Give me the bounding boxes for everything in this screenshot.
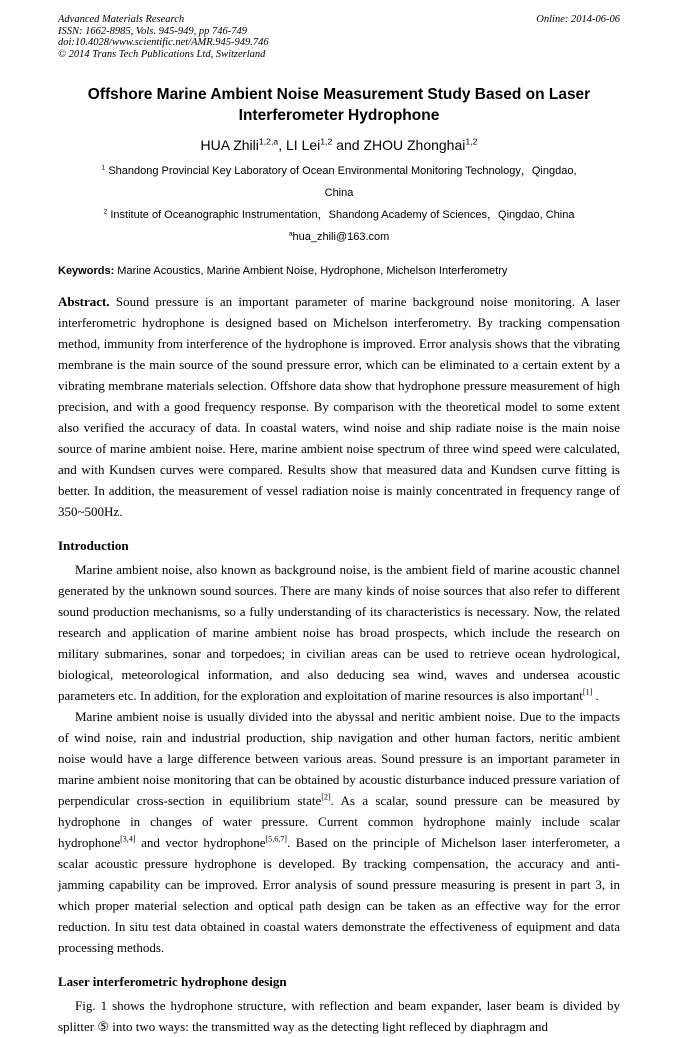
affiliation-1-superscript: 1 (101, 164, 106, 172)
affiliation-1: $^1$ Shandong Provincial Key Laboratory of Ocean Environmental Monitoring Technology，Qingdao, (101, 164, 577, 177)
journal-name: Advanced Materials Research (58, 14, 185, 25)
affiliation-1-continued: China (324, 187, 354, 199)
email-superscript: a (288, 230, 293, 238)
author-1-superscript: 1,2,a (258, 136, 279, 147)
doi-line: doi:10.4028/www.scientific.net/AMR.945-949.746 (58, 37, 269, 48)
introduction-section (58, 559, 620, 958)
design-paragraph-1: Fig. 1 shows the hydrophone structure, with reflection and beam expander, laser beam is divided by splitter ⑤ into two ways: the transmitted way as the detecting light refleced by diaphragm and (58, 998, 620, 1034)
author-3-superscript: 1,2 (465, 136, 478, 147)
paper-title-line1: Offshore Marine Ambient Noise Measurement Study Based on Laser (87, 86, 591, 103)
paper-title-line2: Interferometer Hydrophone (238, 107, 440, 124)
author-3: ZHOU Zhonghai (363, 137, 466, 153)
affiliations-block (58, 160, 620, 248)
abstract-paragraph (58, 291, 620, 522)
author-separator-1: , (278, 137, 286, 153)
keywords-text: Marine Acoustics, Marine Ambient Noise, Hydrophone, Michelson Interferometry (114, 265, 508, 277)
abstract-label: Abstract. (58, 294, 110, 309)
keywords-label: Keywords: (58, 265, 115, 277)
author-2: LI Lei (285, 137, 321, 153)
design-section (58, 995, 620, 1037)
section-heading-design: Laser interferometric hydrophone design (58, 974, 287, 989)
publication-info (58, 14, 269, 60)
issn-line: ISSN: 1662-8985, Vols. 945-949, pp 746-749 (58, 25, 247, 37)
online-date: Online: 2014-06-06 (536, 14, 620, 25)
author-1: HUA Zhili (200, 137, 259, 153)
author-2-superscript: 1,2 (320, 136, 333, 147)
introduction-paragraph-2: Marine ambient noise is usually divided into the abyssal and neritic ambient noise. Due to the impacts of wind noise, rain and industrial production, ship navigation and other human factors, neritic ambient noise would have a large difference between various areas. Sound pressure is an important parameter in marine ambient noise monitoring that can be obtained by acoustic disturbance induced pressure variation of perpendicular cross-section in equilibrium state[2]. As a scalar, sound pressure can be measured by hydrophone in changes of water pressure. Current common hydrophone mainly include scalar hydrophone[3,4] and vector hydrophone[5,6,7]. Based on the principle of Michelson laser interferometer, a scalar acoustic pressure hydrophone is developed. By tracking compensation, the accuracy and anti-jamming capability can be improved. Error analysis of sound pressure measuring is present in part 3, in which proper material selection and optical path design can be taken as an effective way for the error reduction. In situ test data obtained in coastal waters demonstrate the effectiveness of equipment and data processing methods. (58, 709, 620, 955)
section-heading-introduction: Introduction (58, 538, 129, 553)
abstract-text: Sound pressure is an important parameter of marine background noise monitoring. A laser interferometric hydrophone is designed based on Michelson interferometry. By tracking compensation method, immunity from interference of the hydrophone is improved. Error analysis shows that the vibrating membrane is the main source of the sound pressure error, which can be eliminated to a certain extent by a vibrating membrane materials selection. Offshore data show that hydrophone pressure measurement of high precision, and with a good frequency response. By comparison with the theoretical model to some extent also verified the accuracy of data. In coastal waters, wind noise and ship radiate noise is the main noise source of marine ambient noise. Here, marine ambient noise spectrum of three wind speed were calculated, and with Kundsen curves were compared. Results show that measured data and Kundsen curve fitting is better. In addition, the measurement of vessel radiation noise is mainly concentrated in frequency range of 350~500Hz. (58, 294, 620, 519)
author-separator-2: and (332, 137, 364, 153)
authors-line (58, 135, 620, 155)
running-head (58, 14, 620, 60)
copyright-line: © 2014 Trans Tech Publications Ltd, Switzerland (58, 48, 266, 60)
affiliation-2: $^2$ Institute of Oceanographic Instrumentation，Shandong Academy of Sciences，Qingdao, China (103, 208, 575, 221)
introduction-paragraph-1: Marine ambient noise, also known as background noise, is the ambient field of marine acoustic channel generated by the unknown sound sources. There are many kinds of noise sources that also refer to different sound production mechanisms, so a fully understanding of its characteristics is necessary. Now, the related research and application of marine ambient noise has broad prospects, which include the research on military submarines, sonar and torpedoes; in civilian areas can be used to retrieve ocean hydrological, biological, meteorological information, and also deducing sea wind, waves and undersea acoustic parameters etc. In addition, for the exploration and exploitation of marine resources is also important[1] . (58, 562, 620, 703)
paper-title (58, 84, 620, 126)
keywords-line (58, 262, 620, 280)
affiliation-2-superscript: 2 (103, 208, 108, 216)
author-email: $^a$hua_zhili@163.com (288, 230, 390, 243)
